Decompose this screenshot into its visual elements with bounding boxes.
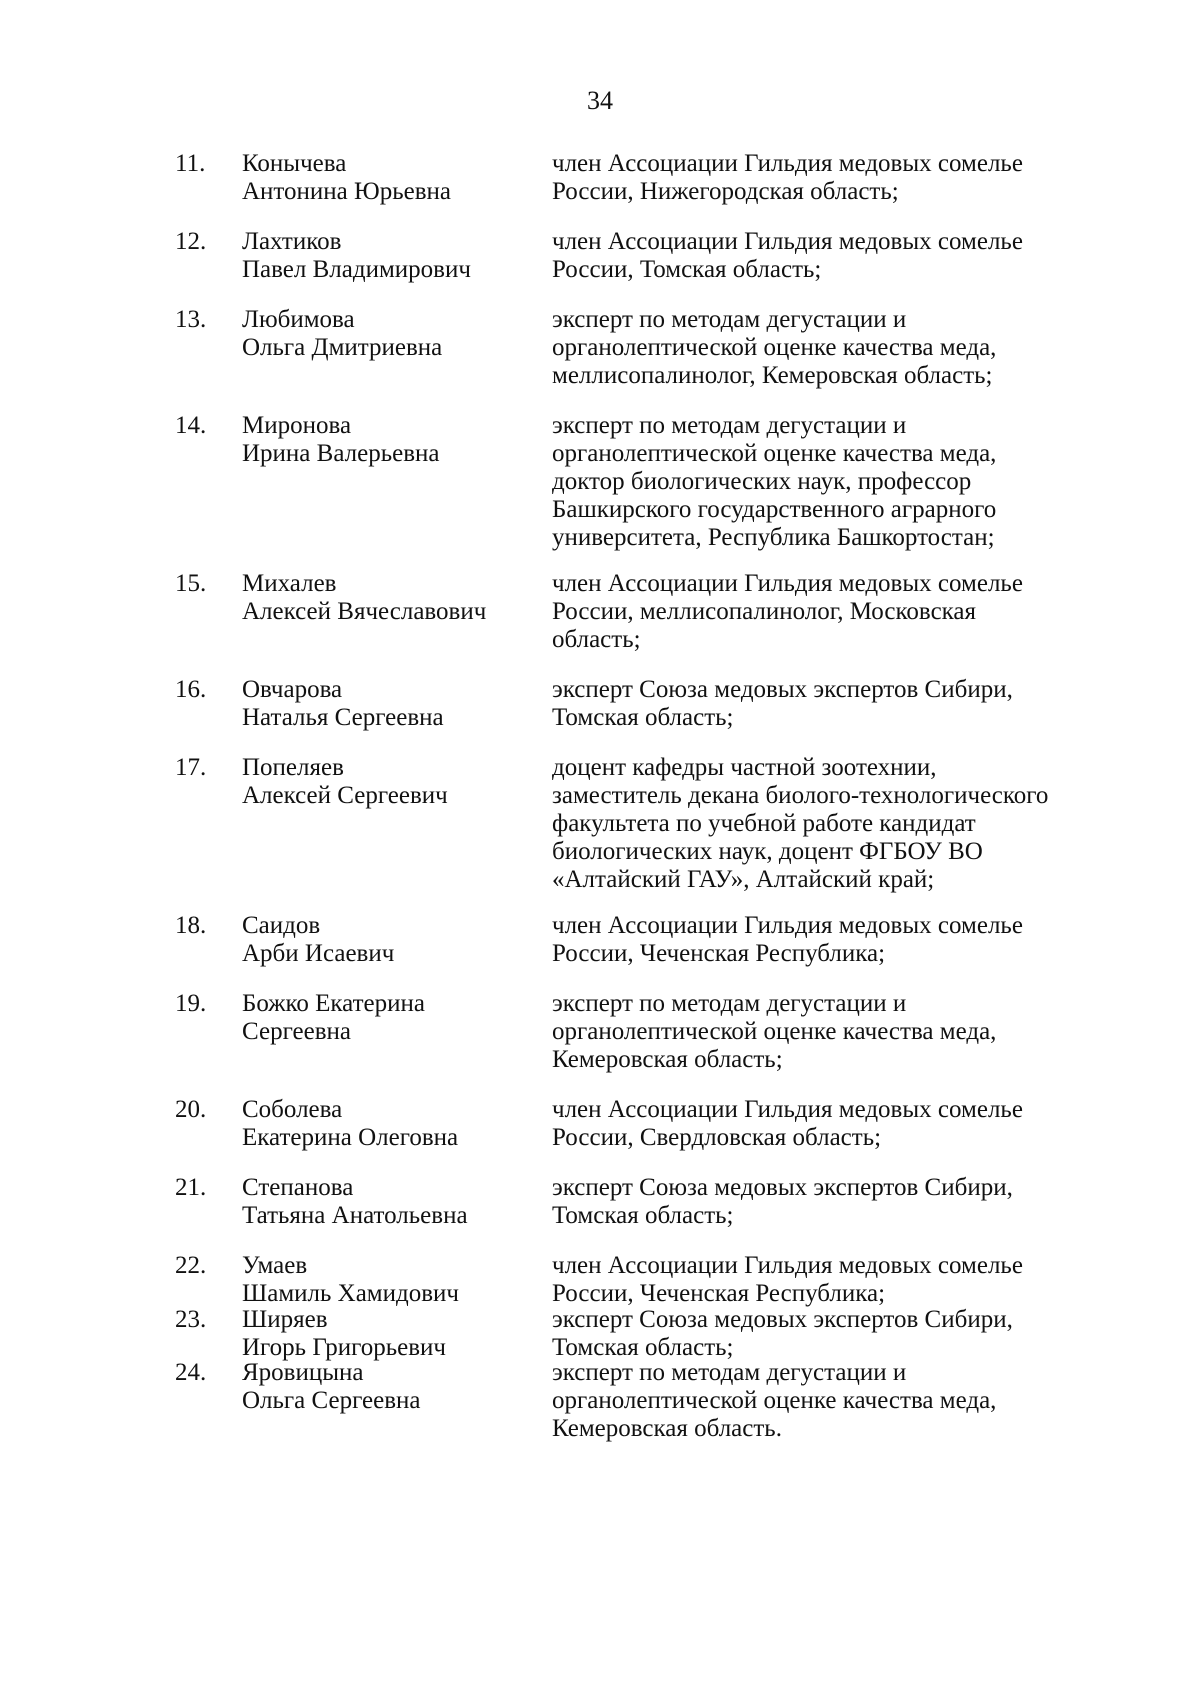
person-description [552, 1306, 1152, 1362]
name-line: Божко Екатерина [242, 990, 425, 1017]
person-name [242, 754, 542, 810]
description-line: России, Томская область; [552, 256, 822, 283]
description-line: доцент кафедры частной зоотехнии, [552, 754, 937, 781]
description-line: член Ассоциации Гильдия медовых сомелье [552, 570, 1023, 597]
person-description [552, 570, 1152, 654]
description-line: России, меллисопалинолог, Московская [552, 598, 977, 625]
person-description [552, 412, 1152, 552]
entry-number: 16. [175, 676, 207, 703]
description-line: университета, Республика Башкортостан; [552, 524, 995, 551]
name-line: Миронова [242, 412, 352, 439]
name-line: Соболева [242, 1096, 343, 1123]
entry-number: 23. [175, 1306, 207, 1333]
description-line: факультета по учебной работе кандидат [552, 810, 976, 837]
name-line: Ольга Сергеевна [242, 1387, 421, 1414]
person-description [552, 1174, 1152, 1230]
description-line: заместитель декана биолого-технологического [552, 782, 1049, 809]
description-line: эксперт по методам дегустации и [552, 1359, 907, 1386]
description-line: эксперт Союза медовых экспертов Сибири, [552, 676, 1013, 703]
description-line: Кемеровская область. [552, 1415, 782, 1442]
description-line: эксперт Союза медовых экспертов Сибири, [552, 1174, 1013, 1201]
description-line: Томская область; [552, 704, 734, 731]
name-line: Попеляев [242, 754, 344, 781]
description-line: Томская область; [552, 1202, 734, 1229]
name-line: Наталья Сергеевна [242, 704, 444, 731]
person-description [552, 1252, 1152, 1308]
entry-number: 12. [175, 228, 207, 255]
person-description [552, 1096, 1152, 1152]
name-line: Любимова [242, 306, 355, 333]
entry-number: 21. [175, 1174, 207, 1201]
name-line: Антонина Юрьевна [242, 178, 451, 205]
description-line: органолептической оценке качества меда, [552, 1018, 997, 1045]
person-description [552, 990, 1152, 1074]
name-line: Алексей Сергеевич [242, 782, 448, 809]
entry-number: 24. [175, 1359, 207, 1386]
name-line: Ширяев [242, 1306, 328, 1333]
name-line: Лахтиков [242, 228, 342, 255]
name-line: Шамиль Хамидович [242, 1280, 459, 1307]
name-line: Екатерина Олеговна [242, 1124, 459, 1151]
person-name [242, 1359, 542, 1415]
person-description [552, 754, 1152, 894]
description-line: органолептической оценке качества меда, [552, 334, 997, 361]
description-line: эксперт Союза медовых экспертов Сибири, [552, 1306, 1013, 1333]
description-line: Кемеровская область; [552, 1046, 783, 1073]
name-line: Татьяна Анатольевна [242, 1202, 468, 1229]
description-line: член Ассоциации Гильдия медовых сомелье [552, 1096, 1023, 1123]
person-name [242, 1174, 542, 1230]
description-line: России, Чеченская Республика; [552, 940, 886, 967]
person-description [552, 1359, 1152, 1443]
person-name [242, 676, 542, 732]
description-line: область; [552, 626, 641, 653]
entry-number: 19. [175, 990, 207, 1017]
description-line: «Алтайский ГАУ», Алтайский край; [552, 866, 935, 893]
person-name [242, 412, 542, 468]
description-line: биологических наук, доцент ФГБОУ ВО [552, 838, 983, 865]
person-description [552, 306, 1152, 390]
name-line: Умаев [242, 1252, 308, 1279]
name-line: Арби Исаевич [242, 940, 395, 967]
person-description [552, 676, 1152, 732]
name-line: Конычева [242, 150, 347, 177]
description-line: эксперт по методам дегустации и [552, 412, 907, 439]
entry-number: 20. [175, 1096, 207, 1123]
entry-number: 17. [175, 754, 207, 781]
person-name [242, 570, 542, 626]
name-line: Алексей Вячеславович [242, 598, 487, 625]
description-line: эксперт по методам дегустации и [552, 990, 907, 1017]
entry-number: 22. [175, 1252, 207, 1279]
name-line: Михалев [242, 570, 337, 597]
person-description [552, 150, 1152, 206]
description-line: меллисопалинолог, Кемеровская область; [552, 362, 993, 389]
person-name [242, 912, 542, 968]
name-line: Степанова [242, 1174, 354, 1201]
entry-number: 11. [175, 150, 206, 177]
person-name [242, 1096, 542, 1152]
name-line: Павел Владимирович [242, 256, 471, 283]
description-line: член Ассоциации Гильдия медовых сомелье [552, 1252, 1023, 1279]
description-line: эксперт по методам дегустации и [552, 306, 907, 333]
description-line: Томская область; [552, 1334, 734, 1361]
description-line: член Ассоциации Гильдия медовых сомелье [552, 228, 1023, 255]
description-line: доктор биологических наук, профессор [552, 468, 972, 495]
description-line: Башкирского государственного аграрного [552, 496, 997, 523]
description-line: России, Нижегородская область; [552, 178, 899, 205]
name-line: Яровицына [242, 1359, 364, 1386]
description-line: член Ассоциации Гильдия медовых сомелье [552, 912, 1023, 939]
person-name [242, 150, 542, 206]
entry-number: 15. [175, 570, 207, 597]
description-line: член Ассоциации Гильдия медовых сомелье [552, 150, 1023, 177]
person-name [242, 1306, 542, 1362]
description-line: органолептической оценке качества меда, [552, 1387, 997, 1414]
entry-number: 14. [175, 412, 207, 439]
name-line: Овчарова [242, 676, 343, 703]
person-name [242, 1252, 542, 1308]
description-line: России, Свердловская область; [552, 1124, 882, 1151]
name-line: Сергеевна [242, 1018, 351, 1045]
description-line: органолептической оценке качества меда, [552, 440, 997, 467]
person-description [552, 912, 1152, 968]
entry-number: 18. [175, 912, 207, 939]
person-name [242, 228, 542, 284]
name-line: Ирина Валерьевна [242, 440, 440, 467]
name-line: Саидов [242, 912, 321, 939]
name-line: Игорь Григорьевич [242, 1334, 446, 1361]
person-name [242, 990, 542, 1046]
page-number: 34 [587, 86, 613, 115]
name-line: Ольга Дмитриевна [242, 334, 443, 361]
entry-number: 13. [175, 306, 207, 333]
person-name [242, 306, 542, 362]
person-description [552, 228, 1152, 284]
description-line: России, Чеченская Республика; [552, 1280, 886, 1307]
